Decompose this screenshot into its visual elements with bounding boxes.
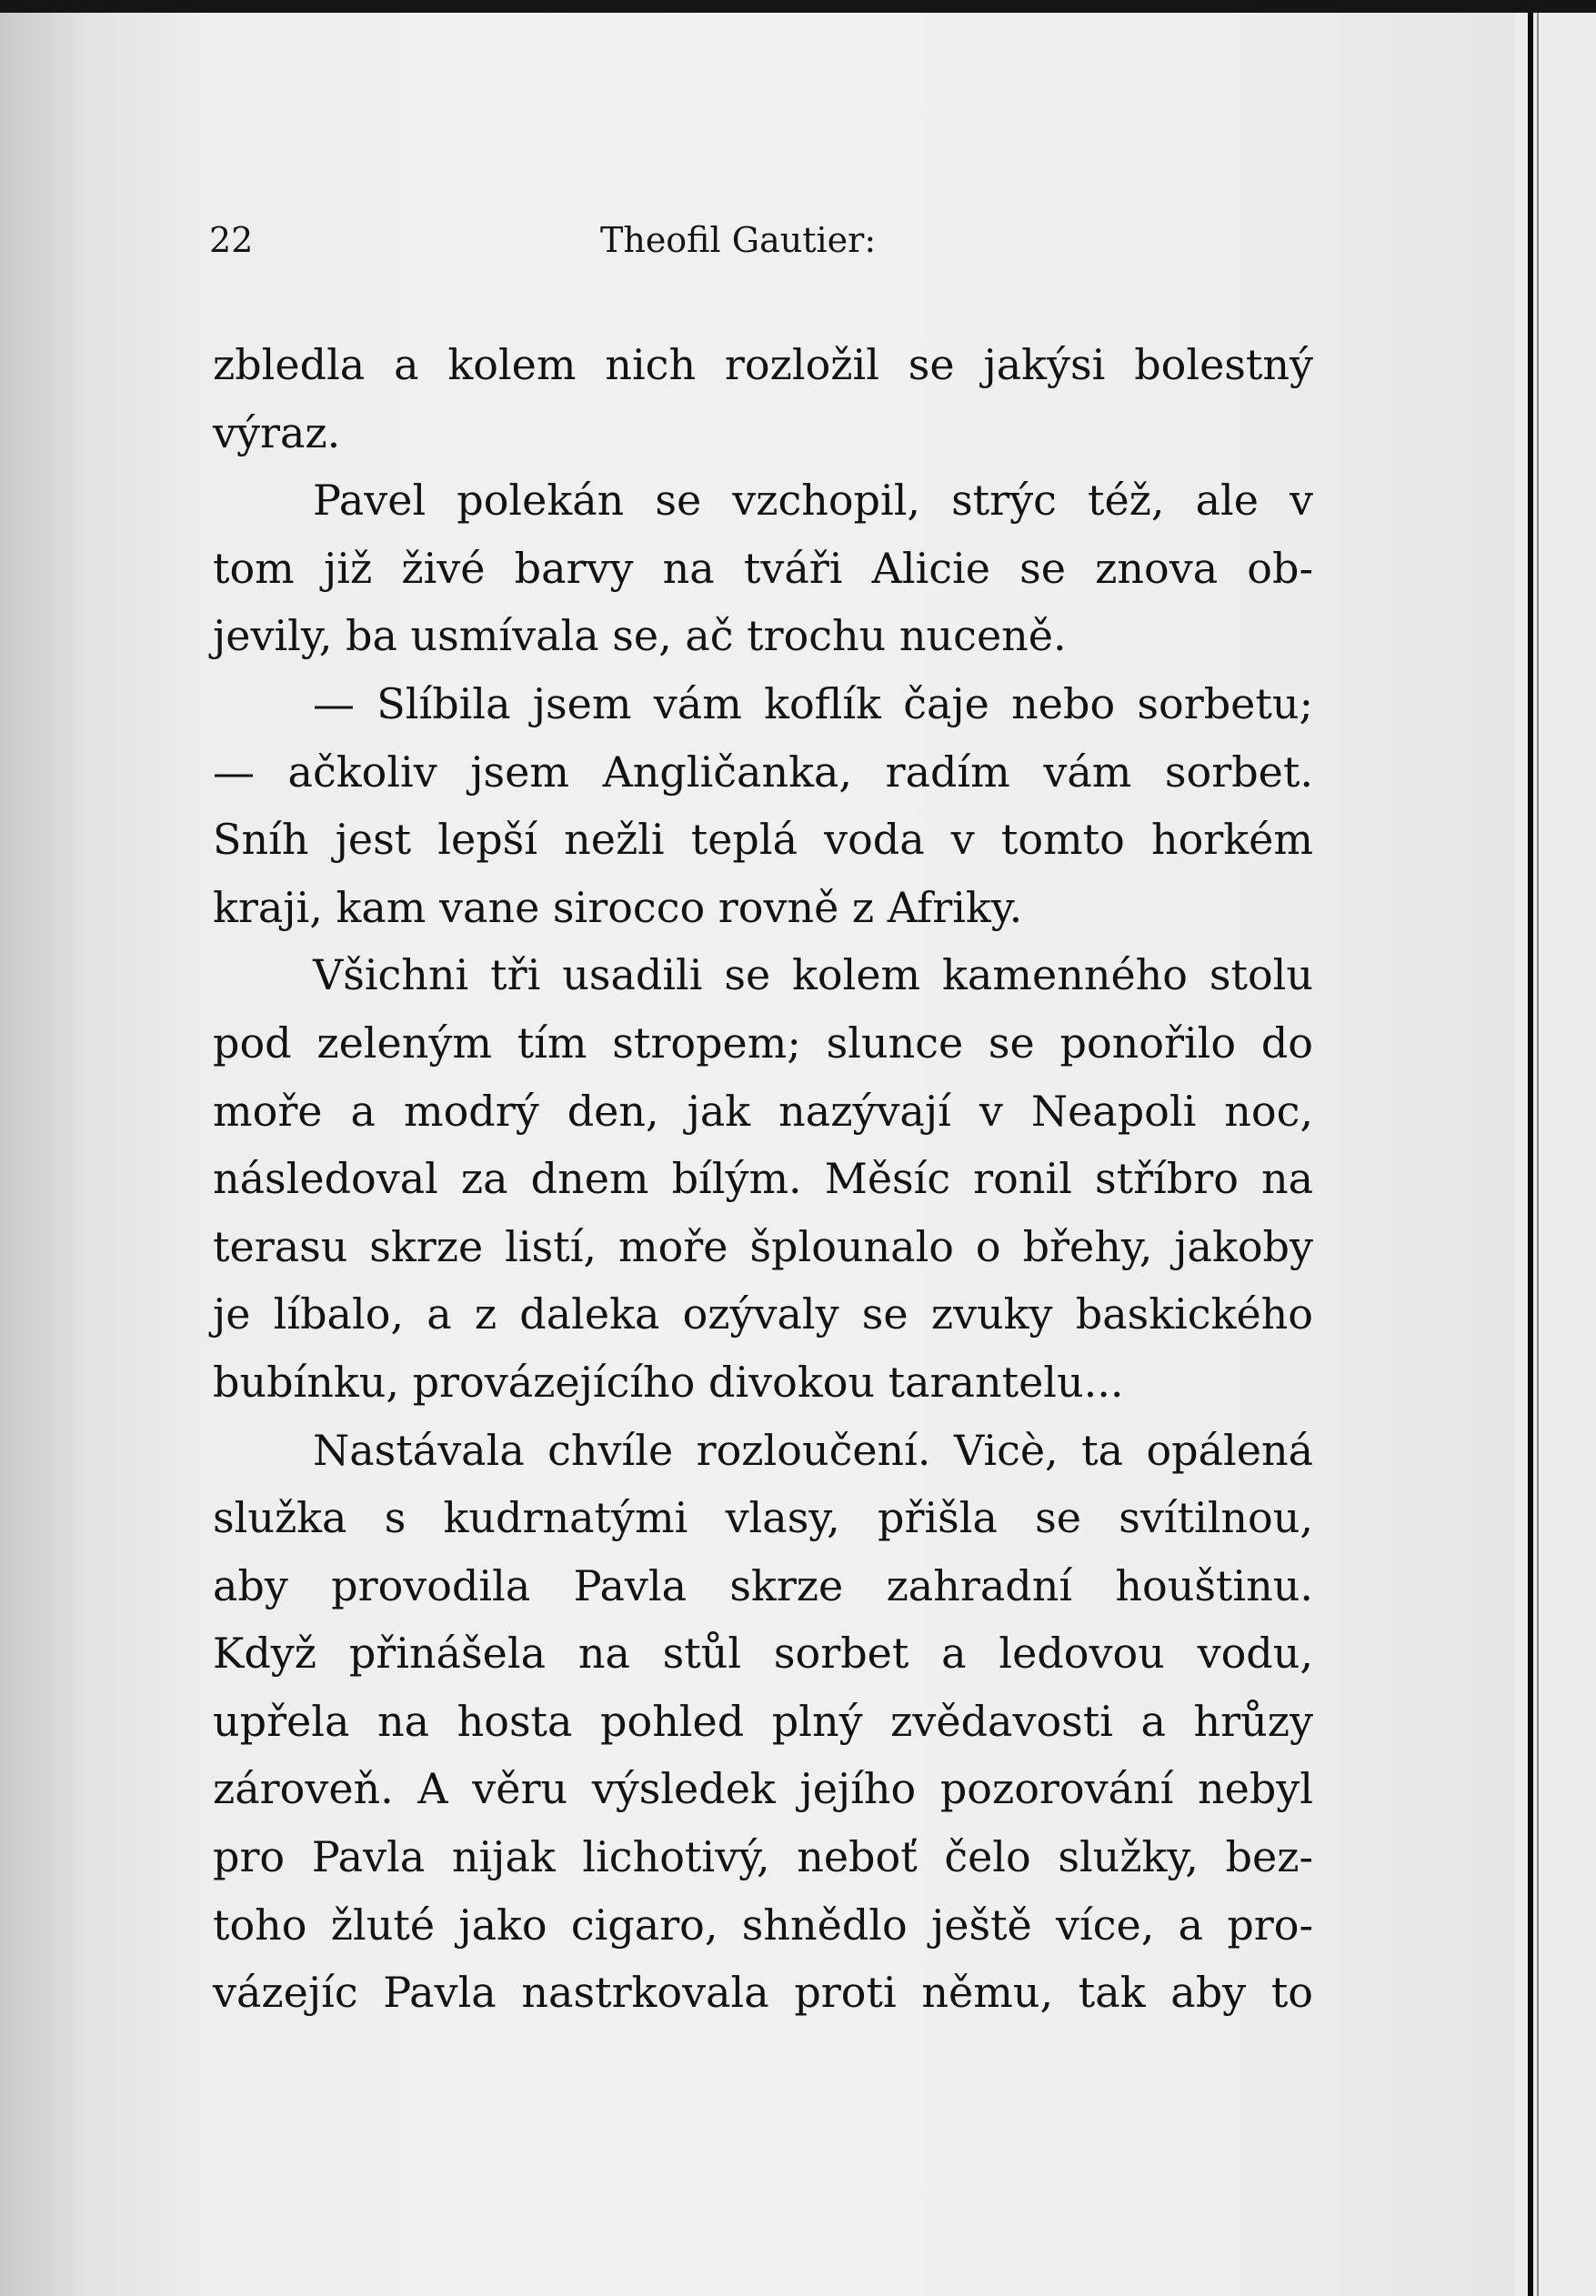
text-line: moře a modrý den, jak nazývají v Neapoli noc,	[213, 1086, 1313, 1136]
text-line: vázejíc Pavla nastrkovala proti němu, tak aby to	[213, 1968, 1313, 2018]
text-line: aby provodila Pavla skrze zahradní houštinu.	[213, 1560, 1313, 1610]
page-edge-rule-thin	[1537, 13, 1539, 2296]
page-edge-rule	[1528, 13, 1533, 2296]
text-line: pod zeleným tím stropem; slunce se ponořilo do	[213, 1018, 1313, 1068]
text-line: Nastávala chvíle rozloučení. Vicè, ta opálená	[313, 1425, 1313, 1475]
book-page	[0, 13, 1515, 2296]
text-line: zároveň. A věru výsledek jejího pozorování nebyl	[213, 1764, 1313, 1814]
page-edge-strip	[1515, 13, 1596, 2296]
text-line: je líbalo, a z daleka ozývaly se zvuky baskického	[213, 1289, 1313, 1339]
text-line: pro Pavla nijak lichotivý, neboť čelo služky, bez-	[213, 1832, 1313, 1882]
text-line: služka s kudrnatými vlasy, přišla se svítilnou,	[213, 1493, 1313, 1543]
running-title: Theofil Gautier:	[600, 220, 877, 260]
text-line: Sníh jest lepší nežli teplá voda v tomto horkém	[213, 815, 1313, 865]
text-line: výraz.	[213, 407, 341, 457]
body-text	[213, 331, 1313, 2027]
text-line: zbledla a kolem nich rozložil se jakýsi bolestný	[213, 340, 1313, 389]
text-line: Pavel polekán se vzchopil, strýc též, ale v	[313, 476, 1313, 526]
text-line: terasu skrze listí, moře šplounalo o břehy, jakoby	[213, 1221, 1313, 1271]
text-line: kraji, kam vane sirocco rovně z Afriky.	[213, 882, 1023, 932]
text-line: toho žluté jako cigaro, shnědlo ještě více, a pro-	[213, 1900, 1313, 1950]
page-header	[209, 220, 1300, 275]
text-line: Všichni tři usadili se kolem kamenného stolu	[313, 950, 1313, 1000]
text-line: následoval za dnem bílým. Měsíc ronil stříbro na	[213, 1154, 1313, 1204]
text-line: upřela na hosta pohled plný zvědavosti a hrůzy	[213, 1696, 1313, 1746]
text-line: tom již živé barvy na tváři Alicie se znova ob-	[213, 543, 1313, 593]
text-line: — Slíbila jsem vám koflík čaje nebo sorbetu;	[313, 678, 1313, 728]
text-line: bubínku, provázejícího divokou tarantelu...	[213, 1357, 1124, 1407]
text-line: jevily, ba usmívala se, ač trochu nuceně.	[213, 611, 1067, 661]
text-line: — ačkoliv jsem Angličanka, radím vám sorbet.	[213, 747, 1313, 797]
text-line: Když přinášela na stůl sorbet a ledovou vodu,	[213, 1629, 1313, 1679]
page-number: 22	[209, 220, 254, 260]
